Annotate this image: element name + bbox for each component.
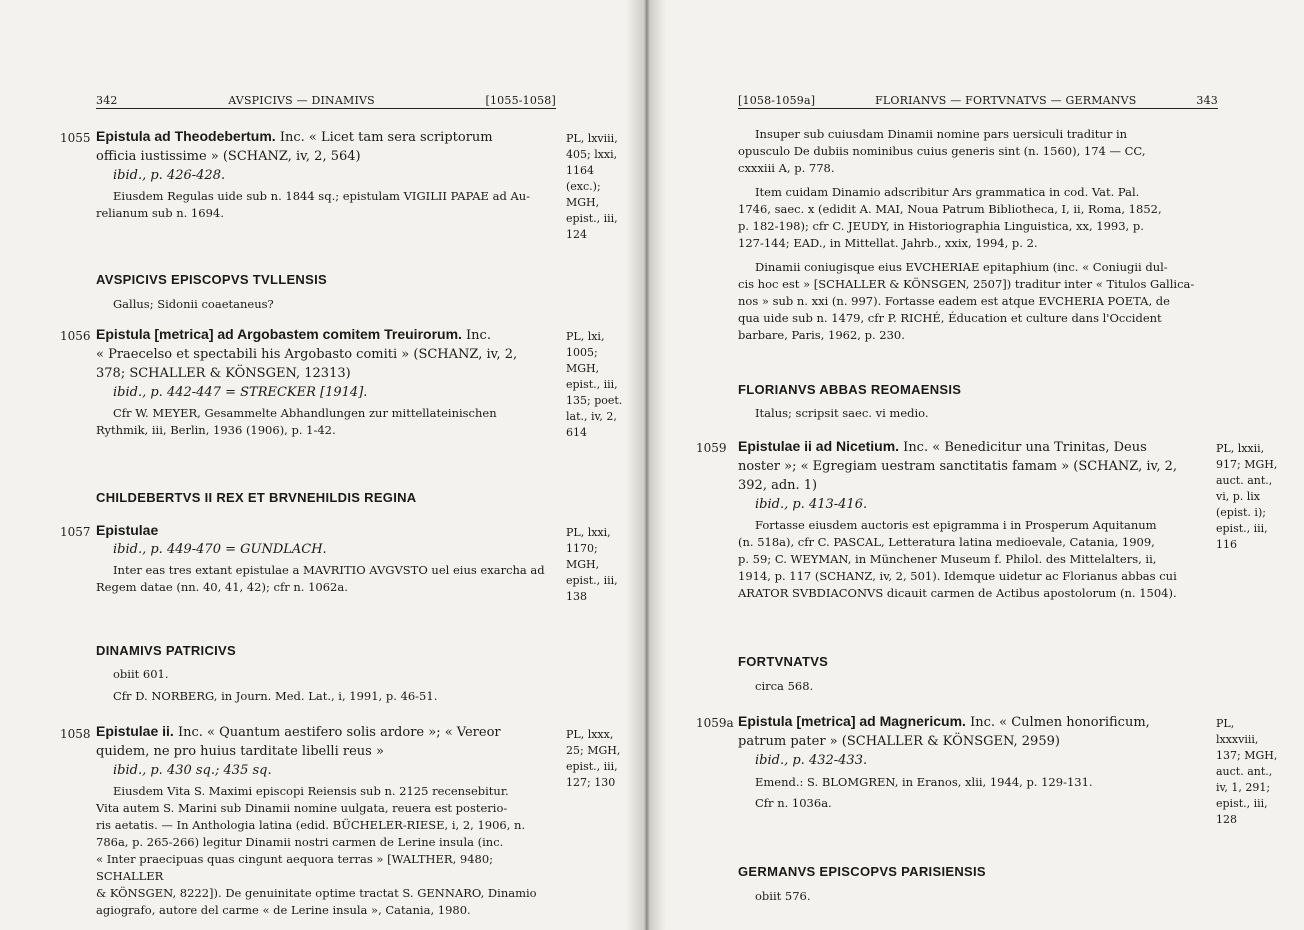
book-gutter	[626, 0, 666, 930]
entry-1057	[96, 521, 556, 596]
note-text: agiografo, autore del carme « de Lerine insula », Catania, 1980.	[96, 903, 471, 917]
ref-line: MGH,	[566, 196, 600, 209]
incipit-text: 392, adn. 1)	[738, 478, 818, 493]
emendation-note: Emend.: S. BLOMGREN, in Eranos, xlii, 1944, p. 129-131.	[755, 775, 1093, 789]
ref-line: 405; lxxi,	[566, 148, 618, 161]
ref-line: epist., iii,	[1216, 522, 1268, 535]
note-text: Dinamii coniugisque eius EVCHERIAE epitaphium (inc. « Coniugii dul-	[755, 260, 1168, 274]
ref-line: 116	[1216, 538, 1237, 551]
incipit-text: Inc. « Culmen honorificum,	[965, 715, 1150, 730]
ref-line: (epist. i);	[1216, 506, 1266, 519]
note-text: opusculo De dubiis nominibus cuius generis sint (n. 1560), 174 — CC,	[738, 144, 1146, 158]
note-text: Fortasse eiusdem auctoris est epigramma i in Prosperum Aquitanum	[755, 518, 1157, 532]
ref-line: PL, lxi,	[566, 330, 605, 343]
note-text: relianum sub n. 1694.	[96, 206, 224, 220]
header-rule	[738, 108, 1218, 109]
running-title: AVSPICIVS — DINAMIVS	[228, 94, 375, 107]
note-text: ris aetatis. — In Anthologia latina (edid. BÜCHELER-RIESE, i, 2, 1906, n.	[96, 818, 526, 832]
ibid-reference: ibid., p. 426-428.	[113, 168, 226, 183]
ref-line: 135; poet.	[566, 394, 623, 407]
entry-range: [1055-1058]	[485, 94, 556, 107]
ref-line: epist., iii,	[566, 574, 618, 587]
ref-line: 1164 (exc.);	[566, 164, 601, 193]
entry-number: 1059	[696, 441, 727, 455]
author-note: Cfr D. NORBERG, in Journ. Med. Lat., i, 1991, p. 46-51.	[113, 689, 438, 703]
section-heading: FLORIANVS ABBAS REOMAENSIS	[738, 382, 962, 397]
ref-line: lxxxviii,	[1216, 733, 1259, 746]
edition-references	[1216, 441, 1296, 553]
incipit-text: Inc. « Benedicitur una Trinitas, Deus	[899, 440, 1147, 455]
incipit-text: officia iustissime » (SCHANZ, iv, 2, 564)	[96, 149, 361, 164]
entry-title: Epistula [metrica] ad Argobastem comitem Treuirorum.	[96, 326, 462, 342]
author-note: Italus; scripsit saec. vi medio.	[755, 406, 929, 420]
entry-number: 1058	[60, 727, 91, 741]
left-page	[0, 0, 646, 930]
note-text: nos » sub n. xxi (n. 997). Fortasse eadem est atque EVCHERIA POETA, de	[738, 294, 1170, 308]
note-text: 127-144; EAD., in Mittellat. Jahrb., xxix, 1994, p. 2.	[738, 236, 1038, 250]
ref-line: PL, lxxii,	[1216, 442, 1265, 455]
header-rule	[96, 108, 556, 109]
ref-line: epist., iii,	[566, 212, 618, 225]
note-text: Eiusdem Regulas uide sub n. 1844 sq.; epistulam VIGILII PAPAE ad Au-	[113, 189, 531, 203]
note-text: Insuper sub cuiusdam Dinamii nomine pars uersiculi traditur in	[755, 127, 1128, 141]
note-text: cxxxiii A, p. 778.	[738, 161, 835, 175]
edition-references	[566, 727, 626, 791]
entry-title: Epistula [metrica] ad Magnericum.	[738, 713, 966, 729]
continued-notes	[738, 126, 1218, 344]
entry-1055	[96, 127, 556, 222]
author-note: obiit 601.	[113, 667, 169, 681]
incipit-text: quidem, ne pro huius tarditate libelli reus »	[96, 744, 384, 759]
note-text: Item cuidam Dinamio adscribitur Ars grammatica in cod. Vat. Pal.	[755, 185, 1140, 199]
note-text: Cfr n. 1036a.	[755, 796, 832, 810]
note-text: p. 59; C. WEYMAN, in Münchener Museum f. Philol. des Mittelalters, ii,	[738, 552, 1157, 566]
ref-line: 138	[566, 590, 587, 603]
incipit-text: Inc. « Licet tam sera scriptorum	[275, 130, 493, 145]
ref-line: epist., iii,	[566, 378, 618, 391]
entry-1059	[738, 437, 1218, 602]
incipit-text: noster »; « Egregiam uestram sanctitatis famam » (SCHANZ, iv, 2,	[738, 459, 1178, 474]
note-text: Eiusdem Vita S. Maximi episcopi Reiensis sub n. 2125 recensebitur.	[113, 784, 509, 798]
ibid-reference: ibid., p. 430 sq.; 435 sq.	[113, 763, 272, 778]
note-text: Cfr W. MEYER, Gesammelte Abhandlungen zur mittellateinischen	[113, 406, 497, 420]
ref-line: PL,	[1216, 717, 1235, 730]
note-text: 1746, saec. x (edidit A. MAI, Noua Patrum Bibliotheca, I, ii, Roma, 1852,	[738, 202, 1162, 216]
ibid-reference: ibid., p. 449-470 = GUNDLACH.	[113, 542, 327, 557]
note-text: Regem datae (nn. 40, 41, 42); cfr n. 1062a.	[96, 580, 348, 594]
page-number: 342	[96, 94, 118, 107]
incipit-text: Inc.	[461, 328, 491, 343]
entry-1059a	[738, 712, 1218, 812]
page-number: 343	[1196, 94, 1218, 107]
ref-line: vi, p. lix	[1216, 490, 1260, 503]
section-heading: GERMANVS EPISCOPVS PARISIENSIS	[738, 864, 986, 879]
entry-range: [1058-1059a]	[738, 94, 816, 107]
ibid-reference: ibid., p. 442-447 = STRECKER [1914].	[113, 385, 368, 400]
right-page	[646, 0, 1304, 930]
ref-line: auct. ant.,	[1216, 765, 1273, 778]
note-text: 786a, p. 265-266) legitur Dinamii nostri carmen de Lerine insula (inc.	[96, 835, 504, 849]
ref-line: 1170; MGH,	[566, 542, 600, 571]
note-text: (n. 518a), cfr C. PASCAL, Letteratura latina medioevale, Catania, 1909,	[738, 535, 1155, 549]
note-text: & KÖNSGEN, 8222]). De genuinitate optime tractat S. GENNARO, Dinamio	[96, 886, 537, 900]
ref-line: 137; MGH,	[1216, 749, 1278, 762]
ref-line: iv, 1, 291;	[1216, 781, 1271, 794]
note-text: Vita autem S. Marini sub Dinamii nomine uulgata, reuera est posterio-	[96, 801, 508, 815]
incipit-text: « Praecelso et spectabili his Argobasto comiti » (SCHANZ, iv, 2,	[96, 347, 518, 362]
ref-line: lat., iv, 2,	[566, 410, 617, 423]
ref-line: epist., iii,	[1216, 797, 1268, 810]
section-heading: AVSPICIVS EPISCOPVS TVLLENSIS	[96, 272, 327, 287]
entry-title: Epistulae ii ad Nicetium.	[738, 438, 900, 454]
ref-line: 25; MGH,	[566, 744, 621, 757]
incipit-text: Inc. « Quantum aestifero solis ardore »; « Vereor	[173, 725, 501, 740]
right-running-head	[738, 94, 1218, 107]
note-text: qua uide sub n. 1479, cfr P. RICHÉ, Éducation et culture dans l'Occident	[738, 311, 1162, 325]
entry-number: 1055	[60, 131, 91, 145]
author-note: obiit 576.	[755, 889, 811, 903]
section-heading: DINAMIVS PATRICIVS	[96, 643, 236, 658]
note-text: barbare, Paris, 1962, p. 230.	[738, 328, 905, 342]
entry-1058	[96, 722, 556, 919]
ref-line: epist., iii,	[566, 760, 618, 773]
entry-number: 1059a	[696, 716, 734, 730]
entry-number: 1056	[60, 329, 91, 343]
entry-title: Epistulae	[96, 522, 159, 538]
ibid-reference: ibid., p. 432-433.	[755, 753, 868, 768]
note-text: 1914, p. 117 (SCHANZ, iv, 2, 501). Idemque uidetur ac Florianus abbas cui	[738, 569, 1177, 583]
edition-references	[1216, 716, 1296, 828]
ref-line: auct. ant.,	[1216, 474, 1273, 487]
ref-line: 614	[566, 426, 587, 439]
entry-title: Epistula ad Theodebertum.	[96, 128, 276, 144]
author-note: circa 568.	[755, 679, 814, 693]
note-text: Rythmik, iii, Berlin, 1936 (1906), p. 1-42.	[96, 423, 336, 437]
ref-line: PL, lxviii,	[566, 132, 618, 145]
note-text: « Inter praecipuas quas cingunt aequora terras » [WALTHER, 9480; SCHALLER	[96, 852, 494, 883]
entry-title: Epistulae ii.	[96, 723, 174, 739]
ref-line: PL, lxxi,	[566, 526, 611, 539]
section-heading: CHILDEBERTVS II REX ET BRVNEHILDIS REGINA	[96, 490, 417, 505]
note-text: ARATOR SVBDIACONVS dicauit carmen de Actibus apostolorum (n. 1504).	[738, 586, 1177, 600]
incipit-text: 378; SCHALLER & KÖNSGEN, 12313)	[96, 366, 351, 381]
ref-line: 1005; MGH,	[566, 346, 600, 375]
edition-references	[566, 525, 626, 605]
author-note: Gallus; Sidonii coaetaneus?	[113, 297, 274, 311]
note-text: cis hoc est » [SCHALLER & KÖNSGEN, 2507]) traditur inter « Titulos Gallica-	[738, 277, 1195, 291]
ibid-reference: ibid., p. 413-416.	[755, 497, 868, 512]
entry-number: 1057	[60, 525, 91, 539]
section-heading: FORTVNATVS	[738, 654, 829, 669]
ref-line: 917; MGH,	[1216, 458, 1278, 471]
ref-line: 128	[1216, 813, 1237, 826]
note-text: Inter eas tres extant epistulae a MAVRITIO AVGVSTO uel eius exarcha ad	[113, 563, 545, 577]
note-text: p. 182-198); cfr C. JEUDY, in Historiographia Linguistica, xx, 1993, p.	[738, 219, 1144, 233]
ref-line: 127; 130	[566, 776, 616, 789]
entry-1056	[96, 325, 556, 439]
left-running-head	[96, 94, 556, 107]
ref-line: PL, lxxx,	[566, 728, 614, 741]
edition-references	[566, 329, 626, 441]
incipit-text: patrum pater » (SCHALLER & KÖNSGEN, 2959)	[738, 734, 1060, 749]
ref-line: 124	[566, 228, 587, 241]
running-title: FLORIANVS — FORTVNATVS — GERMANVS	[875, 94, 1137, 107]
edition-references	[566, 131, 626, 243]
